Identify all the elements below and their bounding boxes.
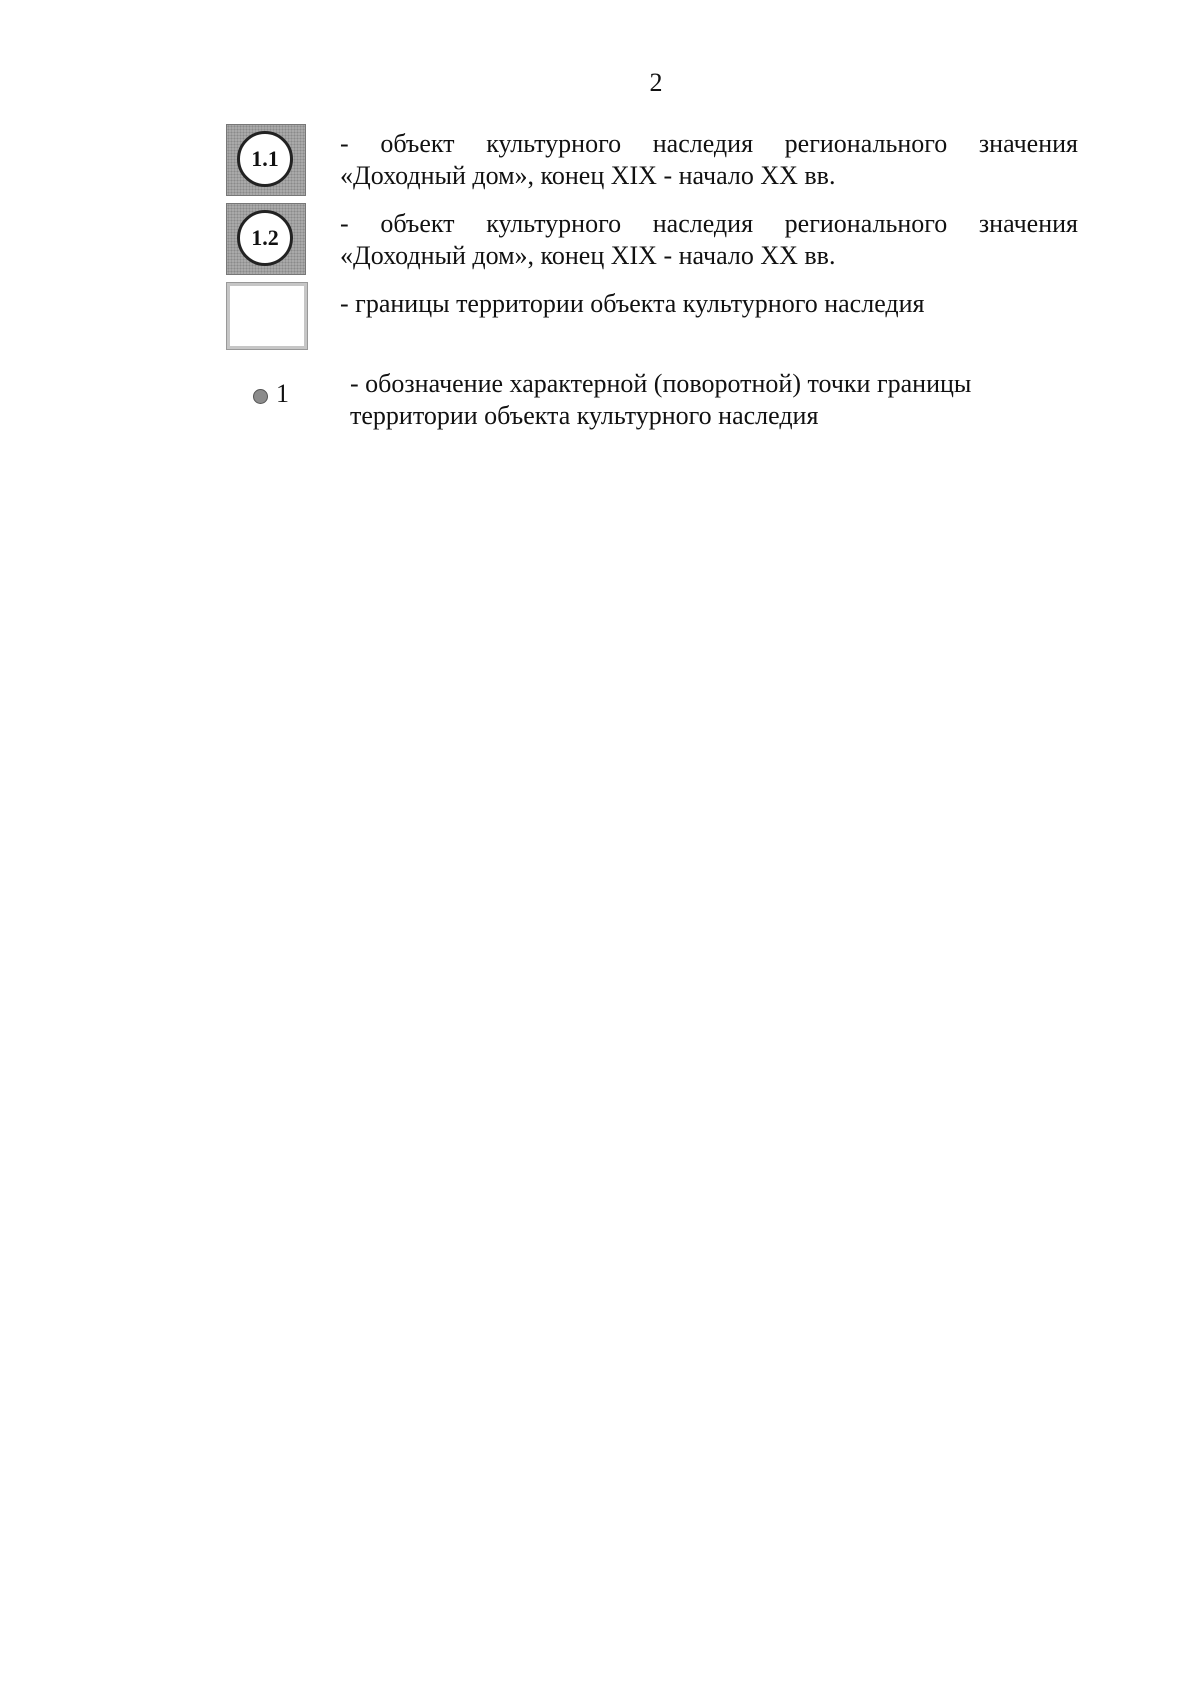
turning-point-number: 1: [276, 379, 289, 408]
legend-text-line: «Доходный дом», конец XIX - начало XX вв.: [340, 241, 836, 270]
legend-description-1-2: [340, 208, 1078, 272]
legend-text-line: - объект культурного наследия регионального значения: [340, 209, 1078, 238]
object-number-circle: 1.2: [237, 210, 293, 266]
legend-description-turning-point: [350, 368, 1070, 432]
legend-text-line: - обозначение характерной (поворотной) точки границы: [350, 369, 972, 398]
heritage-object-1-1-symbol: [226, 124, 306, 196]
turning-point-marker-icon: [253, 389, 268, 404]
legend-text-line: - границы территории объекта культурного наследия: [340, 289, 925, 318]
legend-description-1-1: [340, 128, 1078, 192]
object-number-circle: 1.1: [237, 131, 293, 187]
legend-text-line: территории объекта культурного наследия: [350, 401, 819, 430]
page-number: 2: [649, 68, 663, 97]
heritage-object-1-2-symbol: [226, 203, 306, 275]
legend-text-line: «Доходный дом», конец XIX - начало XX вв.: [340, 161, 836, 190]
territory-boundary-symbol: [226, 282, 308, 350]
legend-description-boundary: [340, 288, 1078, 320]
legend-text-line: - объект культурного наследия регионального значения: [340, 129, 1078, 158]
